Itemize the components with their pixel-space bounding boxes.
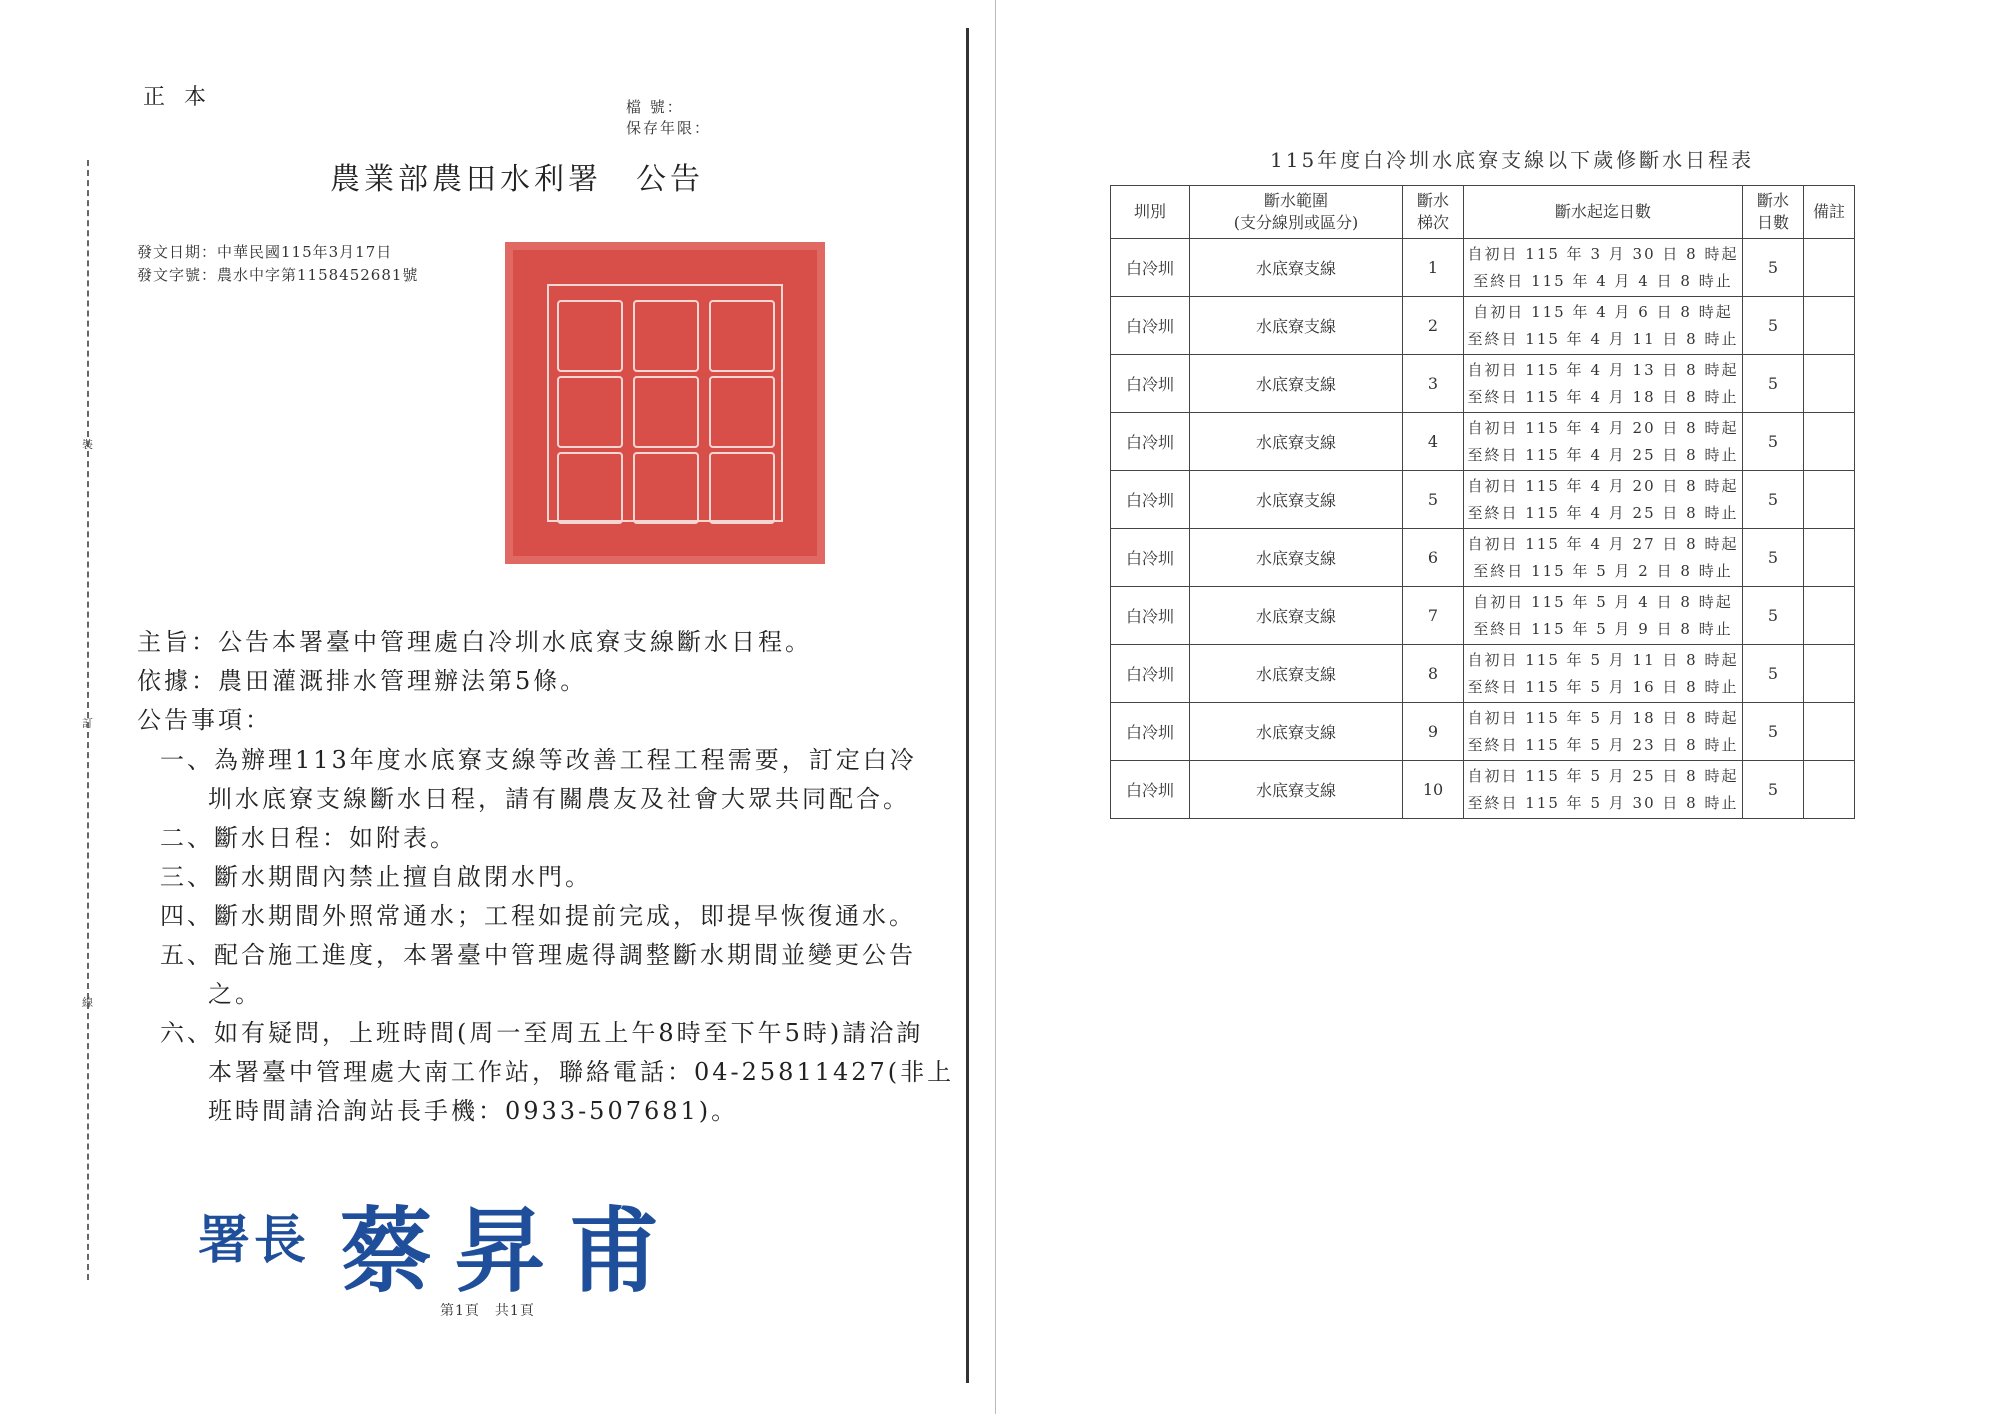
item-line: 二、斷水日程：如附表。 [160,824,457,852]
table-row [1111,703,1855,761]
period-start: 自初日 115 年 4 月 6 日 8 時起 [1473,302,1733,321]
seal-glyph [709,376,775,448]
issue-date: 發文日期：中華民國115年3月17日 [137,243,393,261]
header-period [1464,186,1743,239]
cell-period [1464,471,1743,529]
cell-scope: 水底寮支線 [1190,239,1403,297]
cell-canal: 白冷圳 [1111,645,1190,703]
header-batch-sub: 梯次 [1416,213,1449,232]
table-row [1111,239,1855,297]
basis-line: 依據：農田灌溉排水管理辦法第5條。 [137,667,588,695]
cell-remarks [1804,297,1855,355]
table-row [1111,587,1855,645]
cell-days: 5 [1743,239,1804,297]
cell-period [1464,355,1743,413]
cell-scope: 水底寮支線 [1190,471,1403,529]
cell-batch: 2 [1403,297,1464,355]
item-line: 三、斷水期間內禁止擅自啟閉水門。 [160,863,592,891]
period-end: 至終日 115 年 5 月 2 日 8 時止 [1473,561,1733,580]
cell-batch: 6 [1403,529,1464,587]
cell-days: 5 [1743,355,1804,413]
cell-days: 5 [1743,529,1804,587]
table-header-row [1111,186,1855,239]
header-remarks-label: 備註 [1812,202,1845,221]
left-page-border [966,28,969,1383]
item-line: 五、配合施工進度，本署臺中管理處得調整斷水期間並變更公告 [160,941,916,969]
cell-period [1464,413,1743,471]
cell-remarks [1804,587,1855,645]
cell-canal: 白冷圳 [1111,761,1190,819]
cell-period [1464,297,1743,355]
cell-remarks [1804,239,1855,297]
official-seal [505,242,825,564]
period-start: 自初日 115 年 5 月 25 日 8 時起 [1467,766,1739,785]
period-end: 至終日 115 年 4 月 18 日 8 時止 [1467,387,1739,406]
cell-scope: 水底寮支線 [1190,761,1403,819]
cell-scope: 水底寮支線 [1190,413,1403,471]
cell-canal: 白冷圳 [1111,413,1190,471]
signer-title: 署長 [198,1210,311,1271]
copy-mark: 正 本 [143,85,212,110]
header-canal [1111,186,1190,239]
right-page-border [995,0,996,1414]
table-row [1111,529,1855,587]
file-number-label: 檔 號： [626,98,684,116]
item-line: 六、如有疑問，上班時間(周一至周五上午8時至下午5時)請洽詢 [160,1019,924,1047]
cell-canal: 白冷圳 [1111,529,1190,587]
cell-canal: 白冷圳 [1111,239,1190,297]
schedule-table-title: 115年度白冷圳水底寮支線以下歲修斷水日程表 [1270,148,1755,172]
cell-remarks [1804,529,1855,587]
cell-days: 5 [1743,471,1804,529]
page-footer: 第1頁 共1頁 [440,1303,535,1319]
period-end: 至終日 115 年 5 月 9 日 8 時止 [1473,619,1733,638]
period-end: 至終日 115 年 4 月 25 日 8 時止 [1467,503,1739,522]
cell-canal: 白冷圳 [1111,297,1190,355]
header-scope [1190,186,1403,239]
header-scope-label: 斷水範圍 [1263,191,1328,210]
item-line: 之。 [208,980,262,1008]
cell-period [1464,645,1743,703]
seal-glyph [557,376,623,448]
cell-remarks [1804,355,1855,413]
table-row [1111,761,1855,819]
table-row [1111,413,1855,471]
binding-mark-1: 裝 [82,438,93,451]
header-period-label: 斷水起迄日數 [1554,202,1651,221]
cell-period [1464,703,1743,761]
cell-scope: 水底寮支線 [1190,529,1403,587]
cell-days: 5 [1743,297,1804,355]
period-start: 自初日 115 年 5 月 11 日 8 時起 [1467,650,1739,669]
cell-period [1464,761,1743,819]
seal-glyph [633,376,699,448]
cell-scope: 水底寮支線 [1190,355,1403,413]
header-scope-sub: (支分線別或區分) [1233,213,1359,232]
period-start: 自初日 115 年 3 月 30 日 8 時起 [1467,244,1739,263]
seal-glyph [557,300,623,372]
cell-scope: 水底寮支線 [1190,703,1403,761]
schedule-table [1110,185,1855,819]
period-end: 至終日 115 年 4 月 11 日 8 時止 [1467,329,1739,348]
table-row [1111,645,1855,703]
cell-batch: 4 [1403,413,1464,471]
item-line: 本署臺中管理處大南工作站，聯絡電話：04-25811427(非上 [208,1058,955,1086]
cell-scope: 水底寮支線 [1190,297,1403,355]
seal-inner-border [547,284,783,522]
cell-batch: 9 [1403,703,1464,761]
schedule-table-body [1111,239,1855,819]
table-row [1111,297,1855,355]
items-heading: 公告事項： [137,706,272,734]
seal-glyph [709,452,775,524]
table-row [1111,355,1855,413]
cell-remarks [1804,703,1855,761]
cell-batch: 10 [1403,761,1464,819]
header-batch-label: 斷水 [1416,191,1449,210]
period-start: 自初日 115 年 4 月 13 日 8 時起 [1467,360,1739,379]
cell-period [1464,239,1743,297]
period-end: 至終日 115 年 4 月 25 日 8 時止 [1467,445,1739,464]
cell-canal: 白冷圳 [1111,703,1190,761]
header-remarks [1804,186,1855,239]
cell-remarks [1804,471,1855,529]
cell-batch: 8 [1403,645,1464,703]
period-end: 至終日 115 年 4 月 4 日 8 時止 [1473,271,1733,290]
item-line: 一、為辦理113年度水底寮支線等改善工程工程需要，訂定白冷 [160,746,917,774]
seal-glyph [709,300,775,372]
retention-label: 保存年限： [626,119,712,137]
seal-glyph [557,452,623,524]
period-start: 自初日 115 年 4 月 27 日 8 時起 [1467,534,1739,553]
cell-remarks [1804,761,1855,819]
issue-number: 發文字號：農水中字第1158452681號 [137,266,419,284]
subject-line: 主旨：公告本署臺中管理處白冷圳水底寮支線斷水日程。 [137,628,812,656]
cell-period [1464,529,1743,587]
period-start: 自初日 115 年 5 月 18 日 8 時起 [1467,708,1739,727]
cell-batch: 3 [1403,355,1464,413]
period-end: 至終日 115 年 5 月 16 日 8 時止 [1467,677,1739,696]
cell-canal: 白冷圳 [1111,587,1190,645]
period-start: 自初日 115 年 4 月 20 日 8 時起 [1467,476,1739,495]
seal-glyph [633,452,699,524]
item-line: 圳水底寮支線斷水日程，請有關農友及社會大眾共同配合。 [208,785,910,813]
seal-glyph [633,300,699,372]
header-batch [1403,186,1464,239]
binding-mark-3: 線 [82,996,93,1009]
cell-remarks [1804,413,1855,471]
cell-canal: 白冷圳 [1111,471,1190,529]
period-end: 至終日 115 年 5 月 30 日 8 時止 [1467,793,1739,812]
notice-title: 農業部農田水利署 公告 [330,162,704,197]
header-days-sub: 日數 [1756,213,1789,232]
cell-canal: 白冷圳 [1111,355,1190,413]
cell-days: 5 [1743,413,1804,471]
cell-remarks [1804,645,1855,703]
cell-batch: 5 [1403,471,1464,529]
header-days-label: 斷水 [1756,191,1789,210]
cell-days: 5 [1743,703,1804,761]
period-start: 自初日 115 年 4 月 20 日 8 時起 [1467,418,1739,437]
item-line: 班時間請洽詢站長手機：0933-507681)。 [208,1097,739,1125]
cell-batch: 7 [1403,587,1464,645]
table-row [1111,471,1855,529]
signer-name: 蔡昇甫 [340,1197,683,1305]
header-days [1743,186,1804,239]
cell-days: 5 [1743,645,1804,703]
cell-batch: 1 [1403,239,1464,297]
cell-scope: 水底寮支線 [1190,587,1403,645]
cell-scope: 水底寮支線 [1190,645,1403,703]
header-canal-label: 圳別 [1133,202,1166,221]
cell-days: 5 [1743,587,1804,645]
item-line: 四、斷水期間外照常通水；工程如提前完成，即提早恢復通水。 [160,902,916,930]
binding-mark-2: 訂 [82,717,93,730]
cell-days: 5 [1743,761,1804,819]
cell-period [1464,587,1743,645]
period-start: 自初日 115 年 5 月 4 日 8 時起 [1473,592,1733,611]
period-end: 至終日 115 年 5 月 23 日 8 時止 [1467,735,1739,754]
